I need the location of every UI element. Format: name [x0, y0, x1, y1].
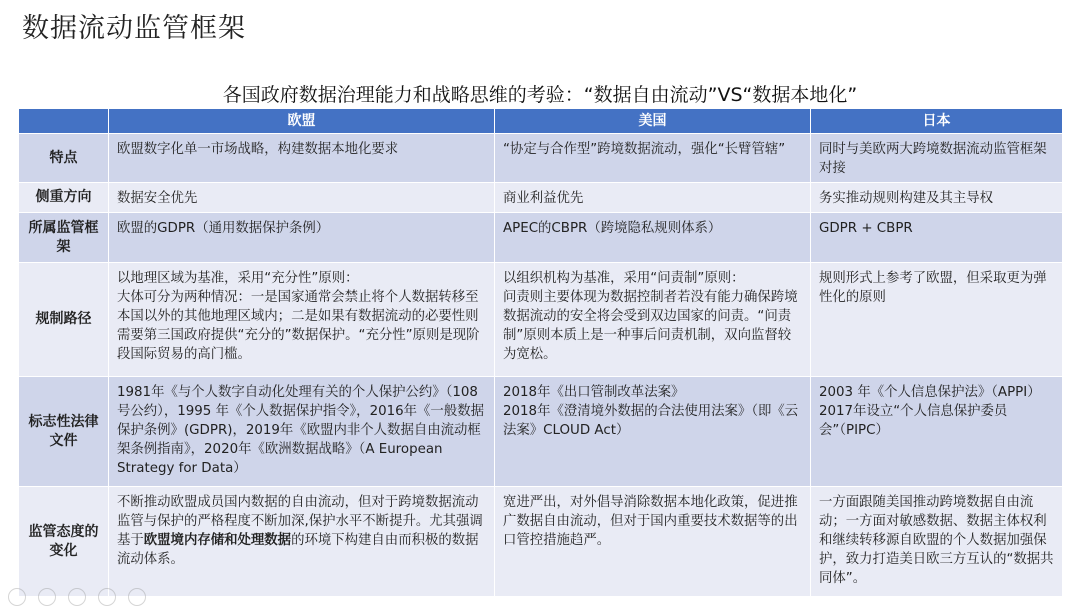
table-row [19, 213, 1063, 263]
cell-eu [109, 263, 495, 377]
cell-text: 规则形式上参考了欧盟，但采取更为弹性化的原则 [819, 271, 1047, 305]
row-label: 标志性法律文件 [19, 377, 109, 487]
header-eu: 欧盟 [109, 109, 495, 134]
page-title: 数据流动监管框架 [22, 13, 246, 44]
cell-text: 的环境下构建自由而积极的数据流动体系。 [117, 533, 479, 567]
cell-text: 一方面跟随美国推动跨境数据自由流动；一方面对敏感数据、数据主体权利和继续转移源自欧盟的个人数据加强保护，致力打造美日欧三方互认的“数据共同体”。 [819, 495, 1054, 586]
cell-eu [109, 377, 495, 487]
table-row [19, 183, 1063, 213]
cell-jp [811, 487, 1063, 597]
cell-text: 1981年《与个人数字自动化处理有关的个人保护公约》（108 号公约），1995 年《个人数据保护指令》，2016年《一般数据保护条例》(GDPR)，2019年《欧盟内非个人数据自由流动框架条例指南》，2020年《欧洲数据战略》（A European Strategy for Data） [117, 385, 484, 476]
cell-jp [811, 377, 1063, 487]
header-jp: 日本 [811, 109, 1063, 134]
cell-us [495, 183, 811, 213]
cell-text: 欧盟的GDPR（通用数据保护条例） [117, 221, 330, 236]
cell-jp [811, 213, 1063, 263]
pen-icon[interactable] [68, 588, 86, 606]
cell-eu [109, 487, 495, 597]
cell-us [495, 263, 811, 377]
prev-icon[interactable] [8, 588, 26, 606]
cell-text: 2003 年《个人信息保护法》（APPI） [819, 385, 1041, 400]
cell-text: 问责则主要体现为数据控制者若没有能力确保跨境数据流动的安全将会受到双边国家的问责。“问责制”原则本质上是一种事后问责机制，双向监督较为宽松。 [503, 290, 798, 362]
table-row [19, 263, 1063, 377]
row-label: 规制路径 [19, 263, 109, 377]
cell-text: 同时与美欧两大跨境数据流动监管框架对接 [819, 142, 1047, 176]
row-label: 侧重方向 [19, 183, 109, 213]
table-header-row [19, 109, 1063, 134]
cell-us [495, 134, 811, 183]
grid-icon[interactable] [98, 588, 116, 606]
table-row [19, 377, 1063, 487]
cell-text: 2018年《出口管制改革法案》 [503, 385, 685, 400]
cell-text: 商业利益优先 [503, 191, 584, 206]
cell-text: 以地理区域为基准，采用“充分性”原则： [117, 271, 359, 286]
cell-eu [109, 213, 495, 263]
table-row [19, 487, 1063, 597]
header-us: 美国 [495, 109, 811, 134]
cell-text: “协定与合作型”跨境数据流动，强化“长臂管辖” [503, 142, 786, 157]
cell-jp [811, 263, 1063, 377]
row-label: 监管态度的变化 [19, 487, 109, 597]
cell-text: GDPR + CBPR [819, 221, 913, 236]
cell-text: 务实推动规则构建及其主导权 [819, 191, 994, 206]
header-corner [19, 109, 109, 134]
comparison-table [18, 108, 1063, 597]
cell-us [495, 487, 811, 597]
cell-text: 2018年《澄清境外数据的合法使用法案》（即《云法案》CLOUD Act） [503, 404, 799, 438]
cell-eu [109, 183, 495, 213]
table-row [19, 134, 1063, 183]
cell-text: 大体可分为两种情况：一是国家通常会禁止将个人数据转移至本国以外的其他地理区域内；二是如果有数据流动的必要性则需要第三国政府提供“充分的”数据保护。“充分性”原则是现阶段国际贸易的高门槛。 [117, 290, 480, 362]
cell-text: 2017年设立“个人信息保护委员会”（PIPC） [819, 404, 1008, 438]
row-label: 特点 [19, 134, 109, 183]
cell-us [495, 377, 811, 487]
emphasis-text: 欧盟境内存储和处理数据 [143, 533, 292, 548]
cell-text: 以组织机构为基准，采用“问责制”原则： [503, 271, 745, 286]
row-label: 所属监管框架 [19, 213, 109, 263]
cell-text: 数据安全优先 [117, 191, 198, 206]
cell-jp [811, 183, 1063, 213]
cell-text: APEC的CBPR（跨境隐私规则体系） [503, 221, 722, 236]
slide-toolbar [8, 588, 168, 610]
cell-text: 欧盟数字化单一市场战略，构建数据本地化要求 [117, 142, 399, 157]
next-icon[interactable] [38, 588, 56, 606]
cell-jp [811, 134, 1063, 183]
zoom-icon[interactable] [128, 588, 146, 606]
cell-us [495, 213, 811, 263]
cell-text: 宽进严出，对外倡导消除数据本地化政策，促进推广数据自由流动，但对于国内重要技术数据等的出口管控措施趋严。 [503, 495, 798, 548]
cell-eu [109, 134, 495, 183]
table-subtitle: 各国政府数据治理能力和战略思维的考验：“数据自由流动”VS“数据本地化” [222, 84, 858, 106]
cell-text: 不断推动欧盟成员国内数据的自由流动，但对于跨境数据流动监管与保护的严格程度不断加深,保护水平不断提升。尤其强调基于 [117, 495, 483, 548]
